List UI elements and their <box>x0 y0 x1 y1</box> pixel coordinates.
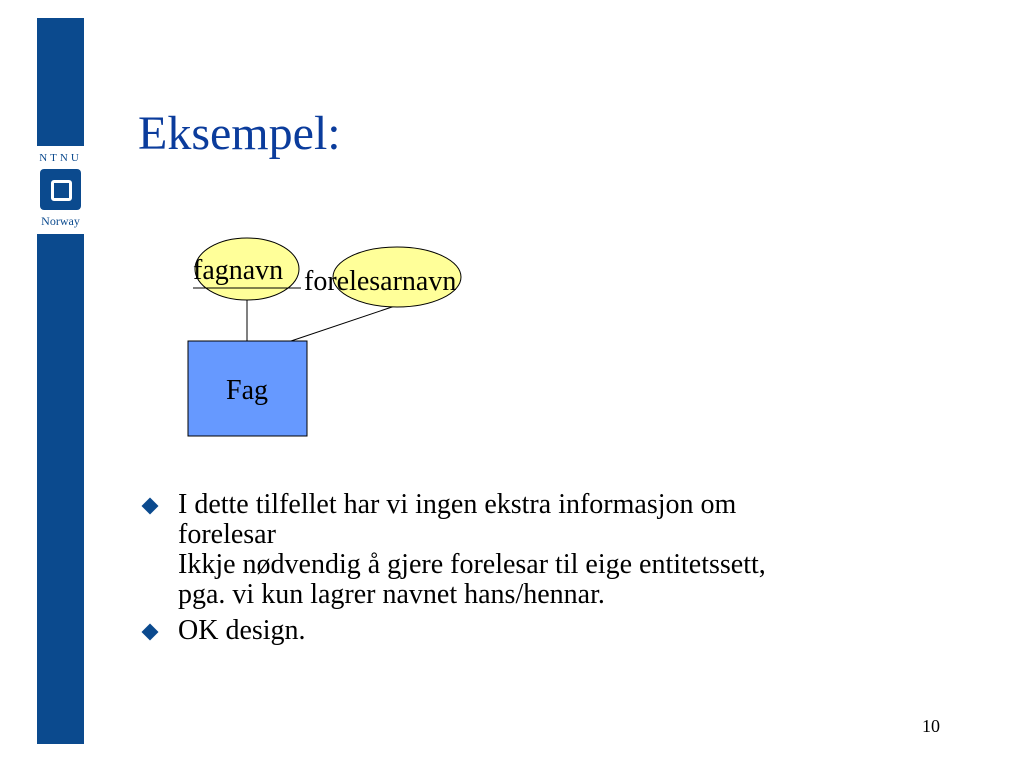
logo-top-text: NTNU <box>39 152 82 164</box>
diamond-bullet-icon <box>142 624 159 641</box>
bullet-line: I dette tilfellet har vi ingen ekstra informasjon om <box>178 489 737 520</box>
connector-forelesarnavn <box>291 306 395 341</box>
bullet-line: pga. vi kun lagrer navnet hans/hennar. <box>178 579 605 610</box>
diamond-bullet-icon <box>142 498 159 515</box>
slide-number: 10 <box>922 716 940 736</box>
bullet-item <box>140 490 930 610</box>
page-title: Eksempel: <box>138 107 341 160</box>
attribute-forelesarnavn-label: forelesarnavn <box>304 266 457 297</box>
entity-fag-label: Fag <box>226 375 268 406</box>
bullet-item <box>140 616 930 646</box>
bullet-list <box>140 490 930 652</box>
attribute-fagnavn-label: fagnavn <box>193 255 284 286</box>
bullet-line: OK design. <box>178 615 306 646</box>
bullet-line: Ikkje nødvendig å gjere forelesar til eige entitetssett, <box>178 549 766 580</box>
logo-bottom-text: Norway <box>41 214 80 228</box>
bullet-line: forelesar <box>178 519 276 550</box>
